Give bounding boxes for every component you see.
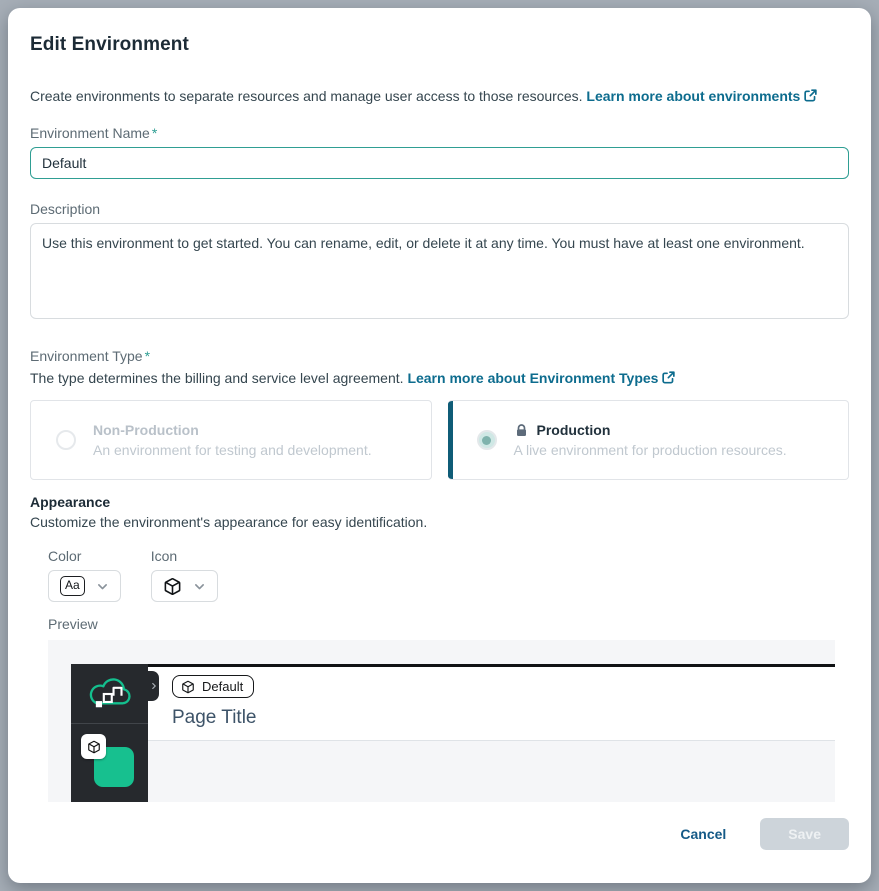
environment-badge-label: Default bbox=[202, 679, 244, 694]
production-text bbox=[514, 422, 787, 458]
preview-page-title: Page Title bbox=[172, 707, 257, 728]
preview-section bbox=[48, 616, 835, 802]
appearance-heading: Appearance bbox=[30, 494, 111, 510]
intro-text: Create environments to separate resources and manage user access to those resources. bbox=[30, 88, 583, 104]
cancel-button[interactable]: Cancel bbox=[680, 826, 727, 842]
environment-type-label: Environment Type * bbox=[30, 348, 151, 364]
modal-intro bbox=[30, 88, 849, 104]
preview-environment-tile bbox=[71, 724, 148, 802]
color-picker-group bbox=[48, 548, 121, 602]
chevron-down-icon bbox=[96, 580, 109, 593]
environment-cube-badge bbox=[81, 734, 106, 759]
modal-title: Edit Environment bbox=[30, 34, 189, 55]
color-picker-dropdown[interactable] bbox=[48, 570, 121, 602]
icon-picker-label: Icon bbox=[150, 548, 178, 564]
preview-mini-ui bbox=[71, 664, 835, 802]
radio-unselected-icon bbox=[56, 430, 76, 450]
environment-name-input[interactable] bbox=[30, 147, 849, 179]
preview-header bbox=[148, 667, 835, 740]
description-label: Description bbox=[30, 201, 101, 217]
non-production-description: An environment for testing and development. bbox=[93, 442, 372, 458]
environment-badge bbox=[172, 675, 254, 698]
save-button[interactable]: Save bbox=[760, 818, 849, 850]
external-link-icon bbox=[803, 88, 818, 103]
preview-sidebar bbox=[71, 664, 148, 802]
non-production-text bbox=[93, 422, 372, 458]
preview-label: Preview bbox=[48, 616, 98, 632]
cube-icon bbox=[163, 577, 182, 596]
appearance-pickers bbox=[48, 548, 849, 602]
icon-picker-dropdown[interactable] bbox=[151, 570, 218, 602]
environment-type-help: The type determines the billing and service level agreement. Learn more about Environment Types bbox=[30, 370, 849, 386]
appearance-description: Customize the environment's appearance for easy identification. bbox=[30, 514, 428, 530]
chevron-down-icon bbox=[193, 580, 206, 593]
cloud-logo-icon bbox=[71, 664, 148, 724]
preview-panel bbox=[48, 640, 835, 802]
icon-picker-group bbox=[151, 548, 218, 602]
color-picker-label: Color bbox=[48, 548, 82, 564]
preview-content-area bbox=[148, 740, 835, 802]
external-link-icon bbox=[661, 370, 676, 385]
required-asterisk: * bbox=[151, 125, 158, 141]
learn-more-environments-link[interactable]: Learn more about environments bbox=[586, 88, 818, 104]
learn-more-environment-types-link[interactable]: Learn more about Environment Types bbox=[407, 370, 676, 386]
required-asterisk: * bbox=[144, 348, 151, 364]
environment-type-options bbox=[30, 400, 849, 480]
environment-name-label: Environment Name * bbox=[30, 125, 158, 141]
modal-footer bbox=[30, 818, 849, 850]
radio-selected-icon bbox=[477, 430, 497, 450]
sidebar-collapse-chevron-icon bbox=[148, 671, 159, 701]
production-description: A live environment for production resources. bbox=[513, 442, 787, 458]
preview-main-area bbox=[148, 664, 835, 802]
production-title: Production bbox=[536, 422, 611, 438]
non-production-title: Non-Production bbox=[93, 422, 199, 438]
lock-icon bbox=[514, 423, 529, 438]
description-textarea[interactable] bbox=[30, 223, 849, 319]
color-swatch-aa: Aa bbox=[60, 576, 85, 595]
radio-card-production[interactable] bbox=[448, 400, 850, 480]
edit-environment-modal bbox=[8, 8, 871, 883]
selected-indicator-bar bbox=[448, 401, 453, 479]
radio-card-non-production[interactable] bbox=[30, 400, 432, 480]
